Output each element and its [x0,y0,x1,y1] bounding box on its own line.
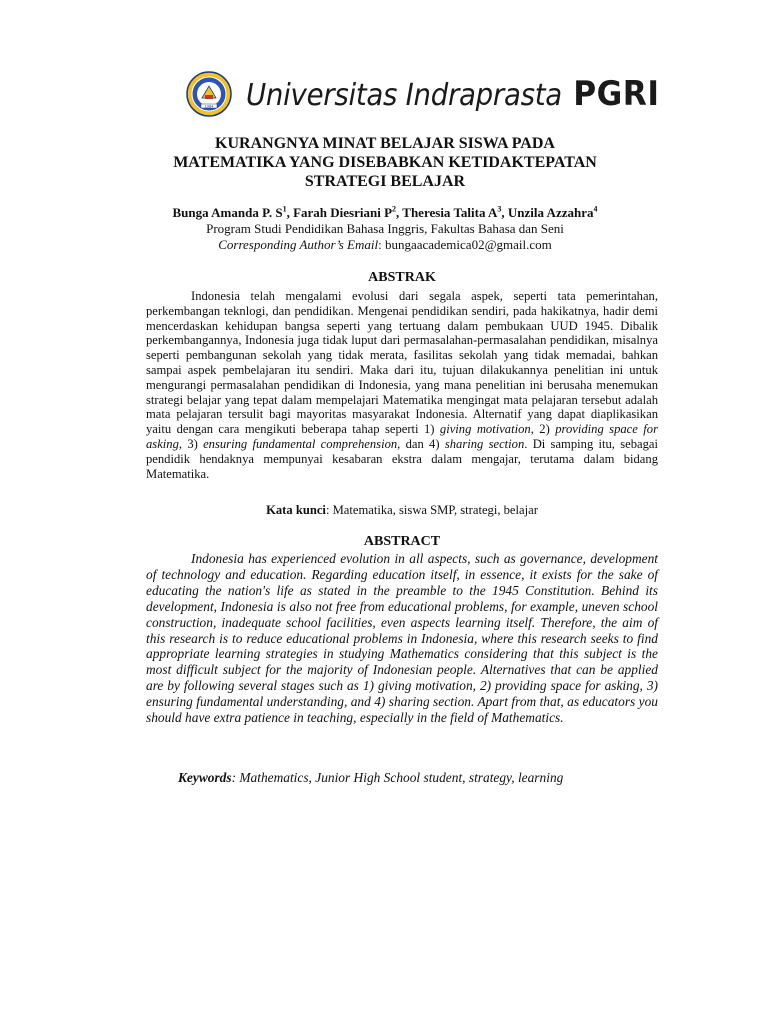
author-block [100,205,670,253]
title-line-2: MATEMATIKA YANG DISEBABKAN KETIDAKTEPATAN [173,154,597,171]
abstrak-text [146,289,658,481]
author-affil: 4 [593,204,598,214]
seal-year: 1984 [204,104,214,109]
author-affil: 1 [282,204,287,214]
author-name: Theresia Talita A [402,205,498,220]
email-line [100,237,670,253]
abstrak-emphasis: giving motivation [439,422,531,437]
university-seal-logo [186,71,232,117]
keywords [146,770,658,786]
paper-title [120,134,650,191]
keywords-label: Keywords [178,770,232,785]
university-name-part1: Universitas Indraprasta [246,78,562,113]
kata-kunci-label: Kata kunci [266,503,326,517]
abstract-text [146,551,658,726]
abstrak-heading: ABSTRAK [368,270,436,285]
abstrak-text-part: , 3) [178,436,204,451]
kata-kunci [146,503,658,518]
affiliation: Program Studi Pendidikan Bahasa Inggris, Fakultas Bahasa dan Seni [206,221,564,236]
author-affil: 3 [497,204,502,214]
keywords-values: : Mathematics, Junior High School student, strategy, learning [231,770,564,785]
author-affil: 2 [392,204,397,214]
abstrak-text-part: , dan 4) [397,436,445,451]
author-name: Unzila Azzahra [507,205,594,220]
email-label: Corresponding Author’s Email [218,237,379,252]
abstrak-emphasis: providing space for asking [146,422,658,451]
email-address: : bungaacademica02@gmail.com [378,237,552,252]
abstrak-emphasis: sharing section [444,436,525,451]
author-name: Bunga Amanda P. S [172,205,283,220]
title-line-1: KURANGNYA MINAT BELAJAR SISWA PADA [215,135,555,152]
kata-kunci-values: : Matematika, siswa SMP, strategi, belajar [325,503,538,517]
abstract-heading: ABSTRACT [363,534,441,549]
abstrak-emphasis: ensuring fundamental comprehension [203,436,398,451]
university-header [186,68,695,120]
title-line-3: STRATEGI BELAJAR [304,173,466,190]
abstrak-text-part: , 2) [530,422,556,437]
university-name [246,74,659,114]
abstract-text-content: Indonesia has experienced evolution in all aspects, such as governance, development of technology and education. Regarding education itself, in essence, it exists for the sake of educating the nation's life as stated in the preamble to the 1945 Constitution. Behind its development, Indonesia is also not free from educational problems, for example, uneven school construction, inadequate school facilities, even aspects learning itself. Therefore, the aim of this research is to reduce educational problems in Indonesia, where this research seeks to find appropriate learning strategies in studying Mathematics considering that this subject is the most difficult subject for the majority of Indonesian people. Alternatives that can be applied are by following several stages such as 1) giving motivation, 2) providing space for asking, 3) ensuring fundamental understanding, and 4) sharing section. Apart from that, as educators you should have extra patience in teaching, especially in the field of Mathematics. [146,551,658,726]
author-names: Bunga Amanda P. $S^1$, Farah Diesriani $P^2$, Theresia Talita $A^3$, Unzila Azzahra$^4$ [172,204,598,220]
university-name-part2: PGRI [573,74,660,114]
abstrak-text-part: Indonesia telah mengalami evolusi dari segala aspek, seperti tata pemerintahan, perkembangan teknlogi, dan pendidikan. Mengenai pendidikan sendiri, pada hakikatnya, hadir demi mencerdaskan kehidupan bangsa seperti yang tertuang dalam pembukaan UUD 1945. Dibalik perkembangannya, Indonesia juga tidak luput dari permasalahan-permasalahan pendidikan, misalnya seperti pembangunan sekolah yang tidak merata, fasilitas sekolah yang tidak memadai, bahkan sampai aspek pembelajaran itu sendiri. Maka dari itu, tujuan dilakukannya penelitian ini untuk mengurangi permasalahan pendidikan di Indonesia, yang mana penelitian ini berusaha menemukan strategi belajar yang tepat dalam mempelajari Matematika mengingat mata pelajaran tersebut adalah mata pelajaran tersulit bagi mayoritas masyarakat Indonesia. Alternatif yang dapat diaplikasikan yaitu dengan cara mengikuti beberapa tahap seperti 1) [146,289,658,437]
author-name: Farah Diesriani P [293,205,393,220]
abstrak-text-part: . Di samping itu, sebagai pendidik hendaknya mempunyai kesabaran ekstra dalam mengajar, terutama dalam bidang Matematika. [146,436,658,481]
